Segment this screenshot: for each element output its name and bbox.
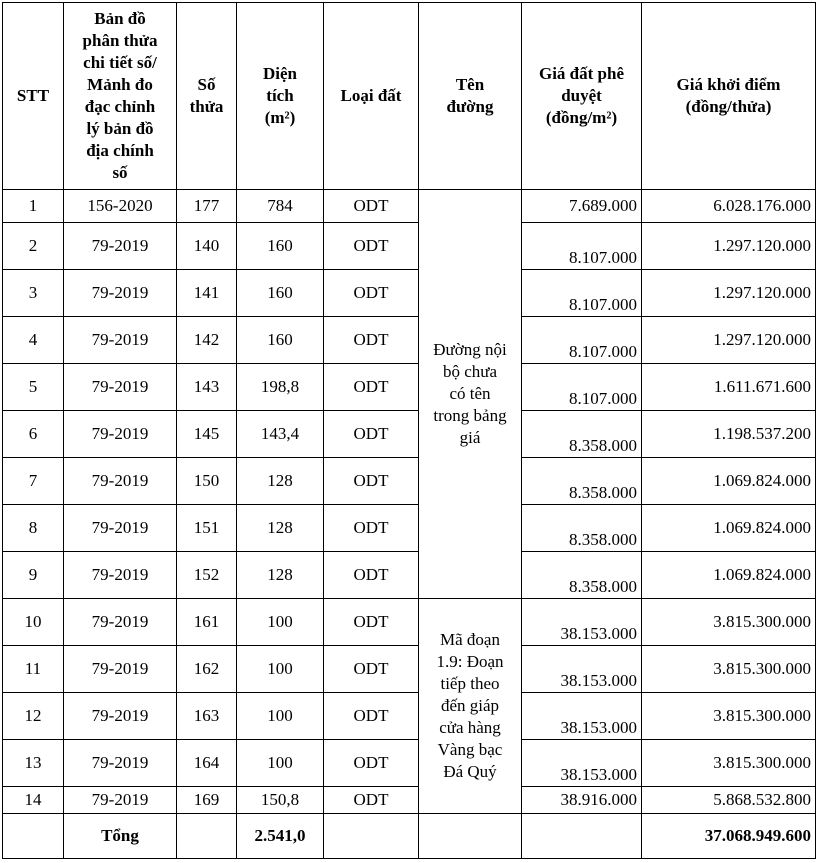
table-row (3, 411, 816, 458)
cell-land-type: ODT (324, 740, 419, 787)
cell-land-type: ODT (324, 458, 419, 505)
cell-stt: 7 (3, 458, 64, 505)
total-cell-stt (3, 814, 64, 859)
cell-land-type: ODT (324, 364, 419, 411)
table-row (3, 223, 816, 270)
cell-starting-price: 1.297.120.000 (642, 223, 816, 270)
cell-land-type: ODT (324, 552, 419, 599)
cell-land-type: ODT (324, 223, 419, 270)
header-starting-price: Giá khởi điểm (đồng/thửa) (642, 3, 816, 190)
cell-stt: 1 (3, 190, 64, 223)
cell-map-number: 79-2019 (64, 364, 177, 411)
table-row (3, 787, 816, 814)
cell-parcel-number: 161 (177, 599, 237, 646)
road-name-line: đến giáp (440, 696, 500, 715)
cell-approved-price: 38.916.000 (522, 787, 642, 814)
table-row (3, 740, 816, 787)
cell-parcel-number: 142 (177, 317, 237, 364)
cell-map-number: 79-2019 (64, 646, 177, 693)
cell-parcel-number: 164 (177, 740, 237, 787)
cell-land-type: ODT (324, 190, 419, 223)
table-row (3, 458, 816, 505)
cell-map-number: 79-2019 (64, 552, 177, 599)
road-name-line: giá (459, 428, 481, 447)
cell-stt: 2 (3, 223, 64, 270)
cell-area: 100 (237, 740, 324, 787)
cell-starting-price: 3.815.300.000 (642, 740, 816, 787)
cell-area: 198,8 (237, 364, 324, 411)
road-name-line: Vàng bạc (437, 740, 503, 759)
cell-parcel-number: 163 (177, 693, 237, 740)
cell-parcel-number: 177 (177, 190, 237, 223)
cell-map-number: 79-2019 (64, 740, 177, 787)
cell-map-number: 79-2019 (64, 599, 177, 646)
cell-land-type: ODT (324, 317, 419, 364)
cell-area: 160 (237, 223, 324, 270)
cell-approved-price: 8.107.000 (522, 270, 642, 317)
cell-approved-price: 38.153.000 (522, 646, 642, 693)
cell-map-number: 79-2019 (64, 223, 177, 270)
cell-approved-price: 8.107.000 (522, 317, 642, 364)
cell-approved-price: 8.358.000 (522, 458, 642, 505)
cell-parcel-number: 143 (177, 364, 237, 411)
cell-land-type: ODT (324, 599, 419, 646)
cell-map-number: 79-2019 (64, 505, 177, 552)
cell-stt: 9 (3, 552, 64, 599)
total-row (3, 814, 816, 859)
cell-land-type: ODT (324, 505, 419, 552)
cell-parcel-number: 141 (177, 270, 237, 317)
cell-land-type: ODT (324, 693, 419, 740)
cell-stt: 12 (3, 693, 64, 740)
cell-stt: 11 (3, 646, 64, 693)
cell-map-number: 79-2019 (64, 270, 177, 317)
cell-area: 128 (237, 505, 324, 552)
cell-area: 143,4 (237, 411, 324, 458)
table-row (3, 599, 816, 646)
cell-starting-price: 1.069.824.000 (642, 505, 816, 552)
cell-area: 784 (237, 190, 324, 223)
cell-area: 160 (237, 317, 324, 364)
total-cell-land-type (324, 814, 419, 859)
header-map-number: Bản đồ phân thửa chi tiết số/ Mảnh đo đạc chỉnh lý bản đồ địa chính số (64, 3, 177, 190)
cell-starting-price: 1.069.824.000 (642, 552, 816, 599)
cell-parcel-number: 152 (177, 552, 237, 599)
table-row (3, 646, 816, 693)
cell-approved-price: 8.358.000 (522, 411, 642, 458)
table-row (3, 693, 816, 740)
cell-approved-price: 8.358.000 (522, 552, 642, 599)
cell-starting-price: 5.868.532.800 (642, 787, 816, 814)
cell-area: 100 (237, 646, 324, 693)
auction-price-table (2, 2, 816, 859)
cell-land-type: ODT (324, 270, 419, 317)
cell-starting-price: 1.611.671.600 (642, 364, 816, 411)
cell-map-number: 79-2019 (64, 787, 177, 814)
cell-area: 150,8 (237, 787, 324, 814)
road-name-line: bộ chưa (442, 362, 498, 381)
cell-road-name (419, 190, 522, 599)
cell-starting-price: 1.069.824.000 (642, 458, 816, 505)
cell-stt: 3 (3, 270, 64, 317)
cell-stt: 5 (3, 364, 64, 411)
cell-land-type: ODT (324, 411, 419, 458)
cell-area: 160 (237, 270, 324, 317)
cell-area: 128 (237, 552, 324, 599)
total-cell-approved-price (522, 814, 642, 859)
road-name-line: cửa hàng (439, 718, 501, 737)
road-name-line: có tên (449, 384, 491, 403)
cell-approved-price: 7.689.000 (522, 190, 642, 223)
cell-area: 100 (237, 599, 324, 646)
cell-map-number: 79-2019 (64, 693, 177, 740)
header-stt: STT (3, 3, 64, 190)
cell-stt: 4 (3, 317, 64, 364)
cell-land-type: ODT (324, 646, 419, 693)
cell-starting-price: 3.815.300.000 (642, 693, 816, 740)
road-name-line: tiếp theo (440, 674, 500, 693)
cell-parcel-number: 150 (177, 458, 237, 505)
cell-stt: 10 (3, 599, 64, 646)
road-name-line: Đá Quý (443, 762, 497, 781)
header-area: Diện tích (m²) (237, 3, 324, 190)
table-row (3, 190, 816, 223)
header-land-type: Loại đất (324, 3, 419, 190)
table-row (3, 317, 816, 364)
cell-parcel-number: 169 (177, 787, 237, 814)
cell-parcel-number: 140 (177, 223, 237, 270)
road-name-line: trong bảng (433, 406, 507, 425)
table-row (3, 552, 816, 599)
cell-parcel-number: 151 (177, 505, 237, 552)
cell-approved-price: 8.358.000 (522, 505, 642, 552)
road-name-line: Mã đoạn (440, 630, 500, 649)
cell-area: 128 (237, 458, 324, 505)
total-area: 2.541,0 (237, 814, 324, 859)
cell-map-number: 79-2019 (64, 317, 177, 364)
header-row (3, 3, 816, 190)
cell-approved-price: 38.153.000 (522, 740, 642, 787)
cell-stt: 6 (3, 411, 64, 458)
road-name-line: 1.9: Đoạn (436, 652, 504, 671)
cell-area: 100 (237, 693, 324, 740)
total-label: Tổng (64, 814, 177, 859)
cell-stt: 14 (3, 787, 64, 814)
cell-approved-price: 38.153.000 (522, 599, 642, 646)
total-cell-road (419, 814, 522, 859)
cell-map-number: 79-2019 (64, 411, 177, 458)
cell-land-type: ODT (324, 787, 419, 814)
cell-map-number: 79-2019 (64, 458, 177, 505)
cell-approved-price: 38.153.000 (522, 693, 642, 740)
cell-starting-price: 3.815.300.000 (642, 646, 816, 693)
header-road-name: Tên đường (419, 3, 522, 190)
table-row (3, 270, 816, 317)
cell-starting-price: 1.297.120.000 (642, 270, 816, 317)
header-approved-price: Giá đất phê duyệt (đồng/m²) (522, 3, 642, 190)
total-cell-parcel (177, 814, 237, 859)
cell-starting-price: 6.028.176.000 (642, 190, 816, 223)
cell-starting-price: 3.815.300.000 (642, 599, 816, 646)
cell-approved-price: 8.107.000 (522, 223, 642, 270)
table-row (3, 505, 816, 552)
cell-stt: 8 (3, 505, 64, 552)
cell-map-number: 156-2020 (64, 190, 177, 223)
cell-starting-price: 1.297.120.000 (642, 317, 816, 364)
header-parcel-number: Số thửa (177, 3, 237, 190)
cell-parcel-number: 145 (177, 411, 237, 458)
cell-approved-price: 8.107.000 (522, 364, 642, 411)
cell-parcel-number: 162 (177, 646, 237, 693)
cell-stt: 13 (3, 740, 64, 787)
total-starting-price: 37.068.949.600 (642, 814, 816, 859)
cell-starting-price: 1.198.537.200 (642, 411, 816, 458)
cell-road-name (419, 599, 522, 814)
table-row (3, 364, 816, 411)
road-name-line: Đường nội (433, 340, 507, 359)
